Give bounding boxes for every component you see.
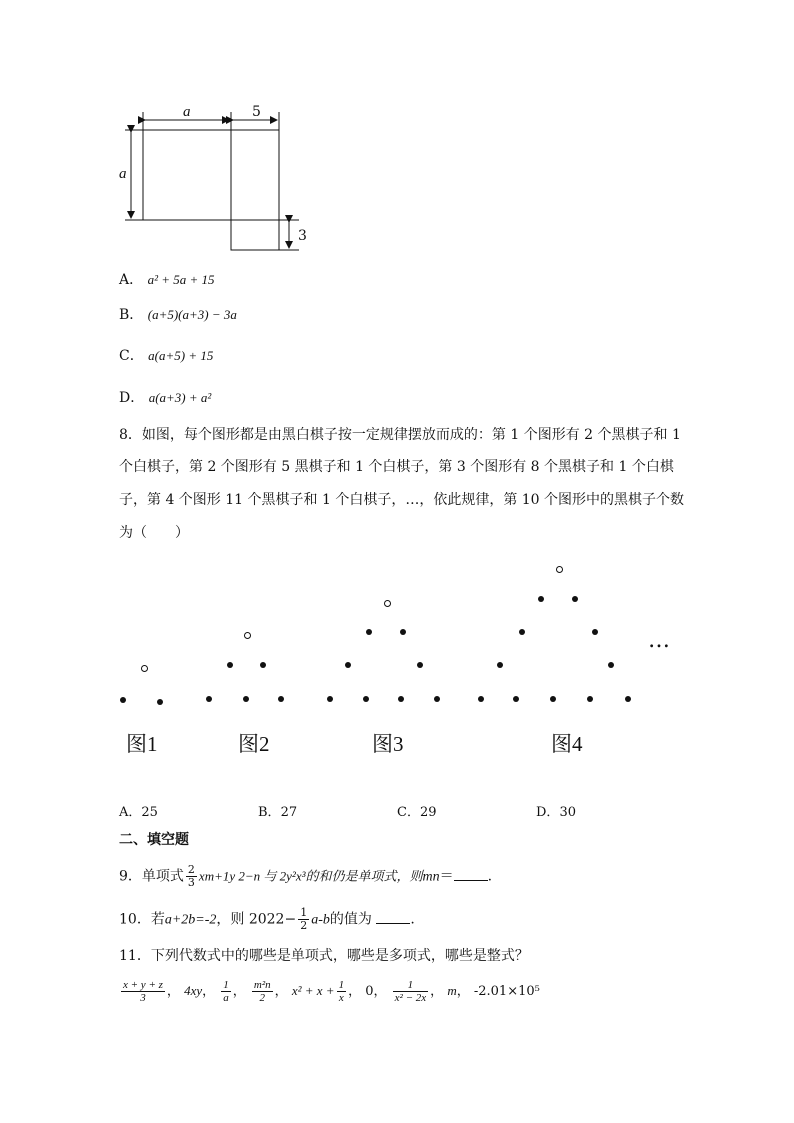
fig-label-1: 图1 xyxy=(126,732,158,756)
fig3-black-piece xyxy=(345,662,351,668)
q9-fraction: $\frac{2}{3}$ xyxy=(187,863,195,889)
q7-option-d: D． a(a+3) + a² xyxy=(119,390,212,406)
fig4-black-piece xyxy=(608,662,614,668)
q8-line-1: 8．如图，每个图形都是由黑白棋子按一定规律摆放而成的：第 1 个图形有 2 个黑棋子和 1 xyxy=(119,427,681,443)
fig4-black-piece xyxy=(592,629,598,635)
fig4-black-piece xyxy=(572,596,578,602)
q8-line-4: 为（ ） xyxy=(119,525,189,541)
q10-answer-blank[interactable] xyxy=(376,910,410,924)
q8-line-2: 个白棋子，第 2 个图形有 5 黑棋子和 1 个白棋子，第 3 个图形有 8 个黑棋子和 1 个白棋 xyxy=(119,459,674,475)
fig3-black-piece xyxy=(417,662,423,668)
fig1-white-piece xyxy=(141,665,148,672)
fig3-black-piece xyxy=(398,696,404,702)
q8-option-b: B．27 xyxy=(258,805,298,820)
fig7-label-right-3: 3 xyxy=(298,228,307,244)
fig3-black-piece xyxy=(327,696,333,702)
q11-expressions: $\frac{x + y + z}{3}$ ， 4xy， $\frac{1}{a}$ ， $\frac{\text{m²n}}{2}$ ， x² + x + $\frac{1}{x}$ ， 0， $\frac{1}{\text{x² − 2x}}$ ， m， -2.01×10⁵ xyxy=(123,979,540,1004)
fig2-white-piece xyxy=(244,632,251,639)
fig-label-2: 图2 xyxy=(238,732,270,756)
fig1-black-piece xyxy=(120,697,126,703)
fig4-white-piece xyxy=(556,566,563,573)
fig4-black-piece xyxy=(587,696,593,702)
q7-option-c-expr: a(a+5) + 15 xyxy=(148,348,214,363)
q8-option-d: D．30 xyxy=(536,805,576,820)
q9-line: 9．单项式 $\frac{2}{3}$ xm+1y 2−n 与 2y²x³的和仍是单项式，则mn＝ . xyxy=(119,863,493,889)
q7-option-a: A． a² + 5a + 15 xyxy=(119,272,215,288)
q9-answer-blank[interactable] xyxy=(454,867,488,881)
q10-fraction: $\frac{1}{2}$ xyxy=(300,906,308,932)
fig4-black-piece xyxy=(538,596,544,602)
fig2-black-piece xyxy=(260,662,266,668)
q8-option-a: A．25 xyxy=(119,805,158,820)
pattern-ellipsis: … xyxy=(648,628,672,653)
q8-option-c: C．29 xyxy=(397,805,437,820)
fig3-black-piece xyxy=(363,696,369,702)
fig3-white-piece xyxy=(384,600,391,607)
q8-line-3: 子，第 4 个图形 11 个黑棋子和 1 个白棋子，…，依此规律，第 10 个图形中的黑棋子个数 xyxy=(119,492,685,508)
fig4-black-piece xyxy=(519,629,525,635)
fig3-black-piece xyxy=(434,696,440,702)
fig4-black-piece xyxy=(625,696,631,702)
fig2-black-piece xyxy=(278,696,284,702)
q7-option-b: B． (a+5)(a+3) − 3a xyxy=(119,307,237,323)
fig2-black-piece xyxy=(206,696,212,702)
q7-option-b-expr: (a+5)(a+3) − 3a xyxy=(147,307,237,322)
section-title: 二、填空题 xyxy=(119,832,189,848)
q7-option-a-expr: a² + 5a + 15 xyxy=(147,272,215,287)
fig4-black-piece xyxy=(478,696,484,702)
fig2-black-piece xyxy=(243,696,249,702)
q7-option-c: C． a(a+5) + 15 xyxy=(119,348,214,364)
fig3-black-piece xyxy=(400,629,406,635)
fig7-label-left-a: a xyxy=(119,166,127,182)
fig3-black-piece xyxy=(366,629,372,635)
fig4-black-piece xyxy=(550,696,556,702)
fig-label-4: 图4 xyxy=(551,732,583,756)
fig1-black-piece xyxy=(157,699,163,705)
q11-question: 11．下列代数式中的哪些是单项式，哪些是多项式，哪些是整式？ xyxy=(119,948,529,964)
fig7-label-top-5: 5 xyxy=(252,104,261,120)
fig4-black-piece xyxy=(497,662,503,668)
fig4-black-piece xyxy=(513,696,519,702)
q10-line: 10．若a+2b=-2，则 2022− $\frac{1}{2}$ a-b的值为 . xyxy=(119,906,415,932)
fig-label-3: 图3 xyxy=(372,732,404,756)
q7-rectangle-figure xyxy=(115,100,315,260)
fig2-black-piece xyxy=(227,662,233,668)
fig7-label-top-a: a xyxy=(183,104,191,120)
q7-option-d-expr: a(a+3) + a² xyxy=(148,390,212,405)
